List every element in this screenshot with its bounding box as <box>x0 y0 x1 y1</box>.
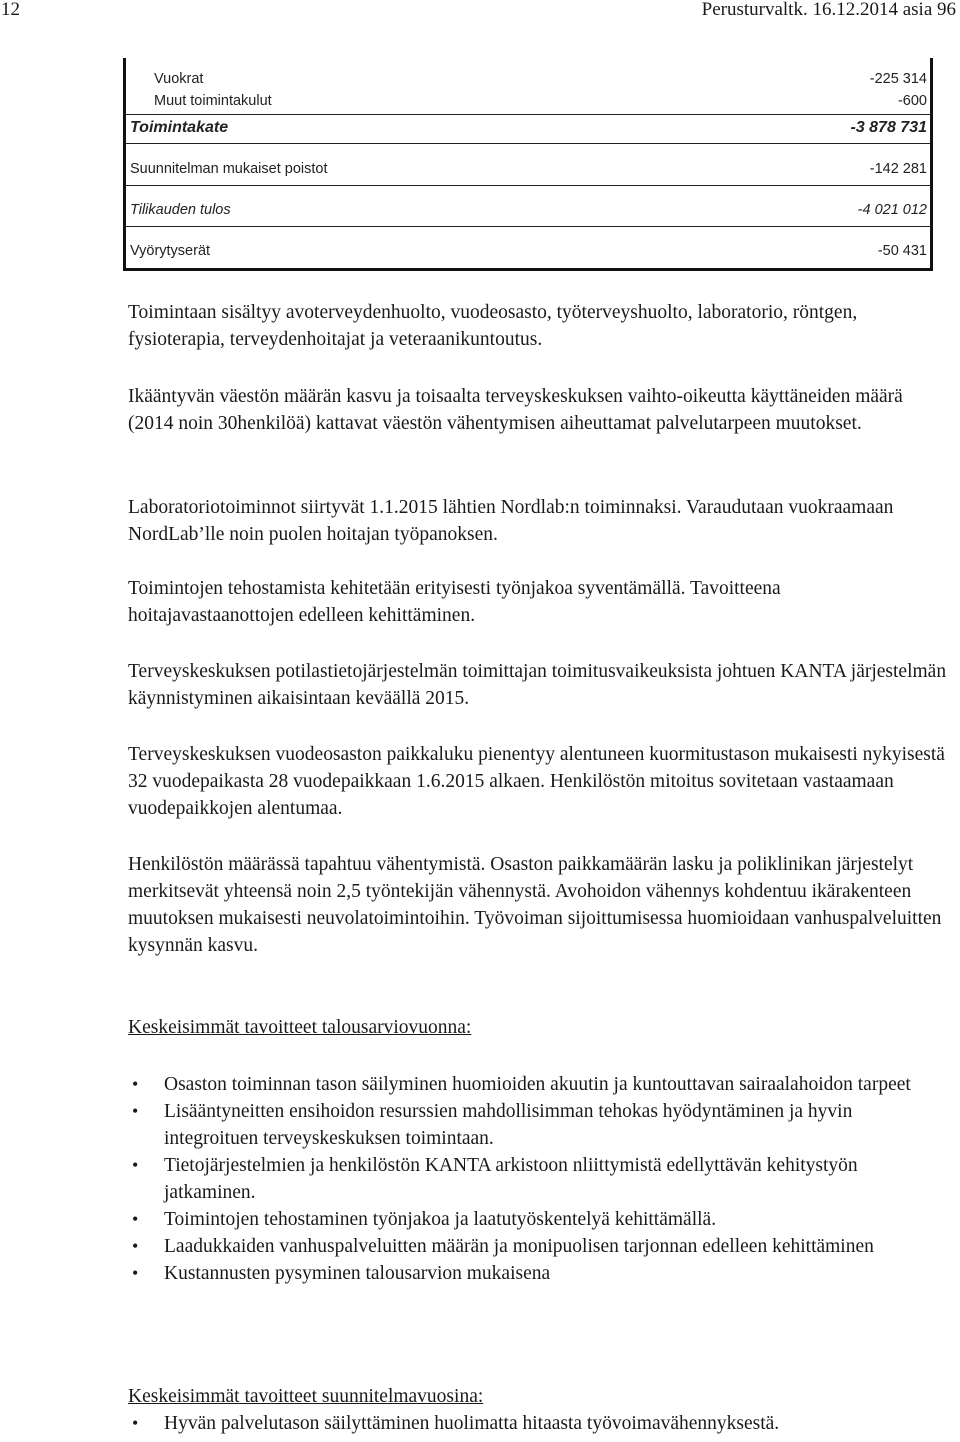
financial-table <box>123 58 933 271</box>
paragraph <box>128 741 948 822</box>
list-item-text: Laadukkaiden vanhuspalveluitten määrän ja monipuolisen tarjonnan edelleen kehittäminen <box>164 1236 874 1257</box>
paragraph-text: Toimintojen tehostamista kehitetään erityisesti työnjakoa syventämällä. Tavoitteena hoitajavastaanottojen edelleen kehittäminen. <box>128 578 781 626</box>
page-number: 12 <box>1 0 20 20</box>
list-item-text: Hyvän palvelutason säilyttäminen huolimatta hitaasta työvoimavähennyksestä. <box>164 1413 780 1434</box>
table-divider <box>126 143 930 144</box>
heading-text: Keskeisimmät tavoitteet suunnitelmavuosina: <box>128 1386 484 1407</box>
row-label: Vuokrat <box>154 71 204 87</box>
row-value: -142 281 <box>869 161 927 177</box>
list-item-text: Tietojärjestelmien ja henkilöstön KANTA arkistoon nliittymistä edellyttävän kehitystyön jatkaminen. <box>164 1155 858 1203</box>
row-label: Vyörytyserät <box>130 243 211 259</box>
list-item <box>128 1206 948 1233</box>
bullet-icon: • <box>132 1101 139 1121</box>
section-heading-budget <box>128 1014 948 1041</box>
row-label: Toimintakate <box>130 119 229 136</box>
paragraph <box>128 494 948 548</box>
row-value: -3 878 731 <box>850 119 927 136</box>
table-row <box>126 92 930 112</box>
table-row <box>126 70 930 90</box>
table-row-total <box>126 118 930 138</box>
bullet-icon: • <box>132 1155 139 1175</box>
row-label: Muut toimintakulut <box>154 93 272 109</box>
list-item-text: Kustannusten pysyminen talousarvion mukaisena <box>164 1263 551 1284</box>
list-item <box>128 1071 948 1098</box>
bullet-icon: • <box>132 1263 139 1283</box>
row-value: -600 <box>897 93 927 109</box>
bullet-icon: • <box>132 1236 139 1256</box>
row-value: -225 314 <box>869 71 927 87</box>
bullet-icon: • <box>132 1074 139 1094</box>
paragraph <box>128 851 948 959</box>
budget-goals-list <box>128 1071 948 1287</box>
bullet-icon: • <box>132 1413 139 1433</box>
heading-text: Keskeisimmät tavoitteet talousarviovuonna: <box>128 1017 472 1038</box>
row-value: -4 021 012 <box>857 202 927 218</box>
list-item <box>128 1410 948 1437</box>
paragraph-text: Toimintaan sisältyy avoterveydenhuolto, vuodeosasto, työterveyshuolto, laboratorio, röntgen, fysioterapia, terveydenhoitajat ja veteraanikuntoutus. <box>128 302 858 350</box>
paragraph-text: Terveyskeskuksen vuodeosaston paikkaluku pienentyy alentuneen kuormitustason mukaisesti nykyisestä 32 vuodepaikasta 28 vuodepaikkaan 1.6.2015 alkaen. Henkilöstön mitoitus sovitetaan vastaamaan vuodepaikkojen alentumaa. <box>128 744 945 819</box>
table-row <box>126 160 930 180</box>
list-item <box>128 1233 948 1260</box>
paragraph <box>128 575 948 629</box>
list-item-text: Toimintojen tehostaminen työnjakoa ja laatutyöskentelyä kehittämällä. <box>164 1209 717 1230</box>
row-value: -50 431 <box>877 243 927 259</box>
list-item-text: Lisääntyneitten ensihoidon resurssien mahdollisimman tehokas hyödyntäminen ja hyvin integroituen terveyskeskuksen toimintaan. <box>164 1101 853 1149</box>
table-divider <box>126 185 930 186</box>
list-item <box>128 1260 948 1287</box>
table-row <box>126 242 930 262</box>
row-label: Tilikauden tulos <box>130 202 231 218</box>
paragraph <box>128 299 948 353</box>
paragraph <box>128 383 948 437</box>
plan-goals-list <box>128 1410 948 1437</box>
table-divider <box>126 226 930 227</box>
page-header <box>0 0 960 24</box>
table-row <box>126 201 930 221</box>
row-label: Suunnitelman mukaiset poistot <box>130 161 328 177</box>
bullet-icon: • <box>132 1209 139 1229</box>
paragraph-text: Henkilöstön määrässä tapahtuu vähentymistä. Osaston paikkamäärän lasku ja poliklinikan järjestelyt merkitsevät yhteensä noin 2,5 työntekijän vähennystä. Avohoidon vähennys kohdentuu ikärakenteen muutoksen mukaisesti neuvolatoimintoihin. Työvoiman sijoittumisessa huomioidaan vanhuspalveluitten kysynnän kasvu. <box>128 854 942 956</box>
list-item-text: Osaston toiminnan tason säilyminen huomioiden akuutin ja kuntouttavan sairaalahoidon tarpeet <box>164 1074 911 1095</box>
paragraph-text: Ikääntyvän väestön määrän kasvu ja toisaalta terveyskeskuksen vaihto-oikeutta käyttäneiden määrä (2014 noin 30henkilöä) kattavat väestön vähentymisen aiheuttamat palvelutarpeen muutokset. <box>128 386 903 434</box>
section-heading-plan <box>128 1383 948 1410</box>
list-item <box>128 1152 948 1206</box>
table-divider <box>126 114 930 115</box>
paragraph <box>128 658 948 712</box>
paragraph-text: Laboratoriotoiminnot siirtyvät 1.1.2015 lähtien Nordlab:n toiminnaksi. Varaudutaan vuokraamaan NordLab’lle noin puolen hoitajan työpanoksen. <box>128 497 894 545</box>
paragraph-text: Terveyskeskuksen potilastietojärjestelmän toimittajan toimitusvaikeuksista johtuen KANTA järjestelmän käynnistyminen aikaisintaan keväällä 2015. <box>128 661 947 709</box>
list-item <box>128 1098 948 1152</box>
document-reference: Perusturvaltk. 16.12.2014 asia 96 <box>701 0 956 20</box>
